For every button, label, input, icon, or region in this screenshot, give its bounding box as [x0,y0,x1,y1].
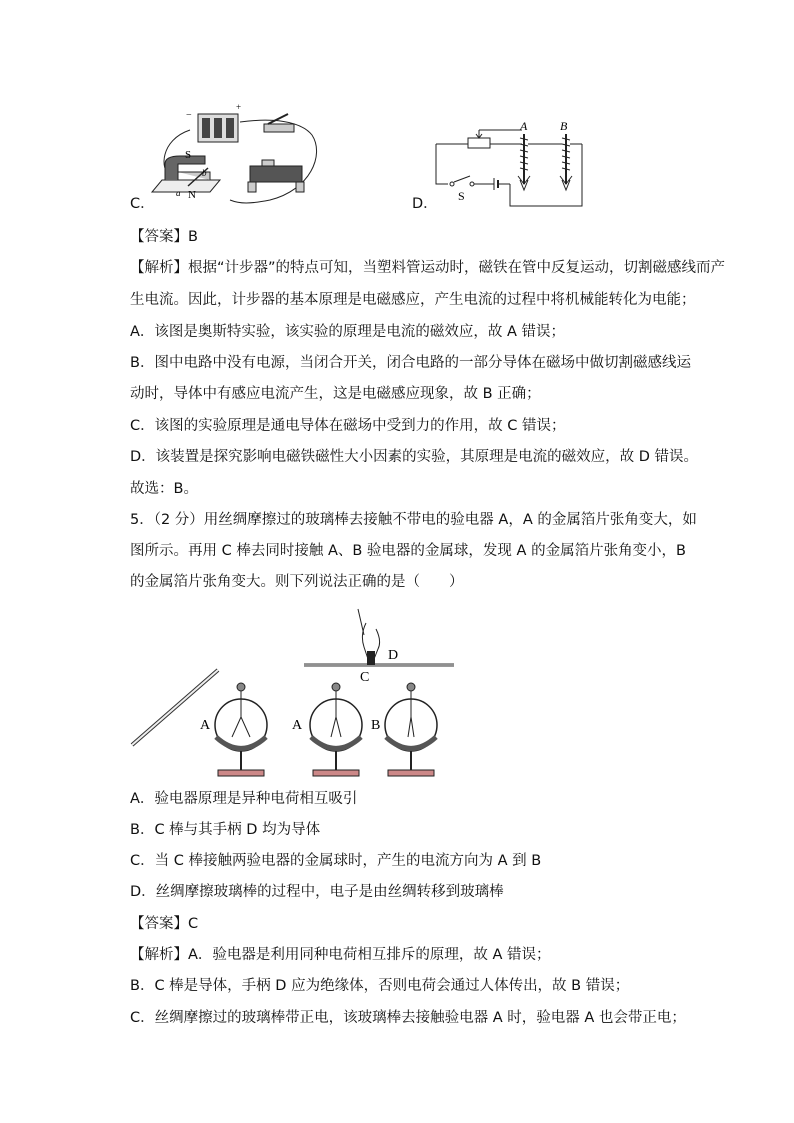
svg-text:B: B [371,718,381,733]
svg-text:B: B [560,120,568,133]
figure-electroscopes [128,605,458,780]
electroscope-a-left [200,683,267,776]
svg-text:N: N [188,189,196,201]
svg-text:+: + [236,102,242,112]
svg-text:D: D [388,648,399,663]
q4-analysis-line: C．该图的实验原理是通电导体在磁场中受到力的作用，故 C 错误； [130,418,566,434]
q5-analysis-line: B．C 棒是导体，手柄 D 应为绝缘体，否则电荷会通过人体传出，故 B 错误； [130,978,630,994]
q5-option-d: D．丝绸摩擦玻璃棒的过程中，电子是由丝绸转移到玻璃棒 [130,884,504,900]
svg-text:C: C [360,670,370,685]
svg-text:A: A [292,718,303,733]
svg-text:S: S [185,149,192,161]
q4-analysis-line: A．该图是奥斯特实验，该实验的原理是电流的磁效应，故 A 错误； [130,324,566,340]
svg-text:S: S [458,189,465,203]
q5-option-b: B．C 棒与其手柄 D 均为导体 [130,822,321,838]
q4-answer: 【答案】B [130,229,198,245]
svg-text:−: − [186,110,192,121]
q4-analysis-line: 【解析】根据“计步器”的特点可知，当塑料管运动时，磁铁在管中反复运动，切割磁感线而产 [130,260,726,276]
q5-stem-line: 5．（2 分）用丝绸摩擦过的玻璃棒去接触不带电的验电器 A，A 的金属箔片张角变大，如 [130,512,697,528]
q5-analysis-line: C．丝绸摩擦过的玻璃棒带正电，该玻璃棒去接触验电器 A 时，验电器 A 也会带正电； [130,1010,686,1026]
q5-stem-line: 图所示。再用 C 棒去同时接触 A、B 验电器的金属球，发现 A 的金属箔片张角变小，B [130,543,687,559]
option-c-label: C． [130,196,155,212]
q5-answer: 【答案】C [130,916,199,932]
q4-analysis-line: B．图中电路中没有电源，当闭合开关，闭合电路的一部分导体在磁场中做切割磁感线运 [130,355,691,371]
q5-stem-line: 的金属箔片张角变大。则下列说法正确的是（ ） [130,574,464,590]
electroscope-a-middle [292,683,362,776]
svg-text:a: a [176,188,181,198]
q4-analysis-line: 故选：B。 [130,481,198,497]
q5-option-c: C．当 C 棒接触两验电器的金属球时，产生的电流方向为 A 到 B [130,853,542,869]
electroscope-b [371,683,437,776]
svg-text:A: A [200,718,211,733]
q4-analysis-line: 生电流。因此，计步器的基本原理是电磁感应，产生电流的过程中将机械能转化为电能； [130,292,696,308]
svg-text:b: b [202,168,207,178]
q5-analysis-line: 【解析】A．验电器是利用同种电荷相互排斥的原理，故 A 错误； [130,947,551,963]
q4-analysis-line: D．该装置是探究影响电磁铁磁性大小因素的实验，其原理是电流的磁效应，故 D 错误。 [130,449,699,465]
figure-c-generator-circuit [150,100,330,210]
q5-option-a: A．验电器原理是异种电荷相互吸引 [130,791,358,807]
option-d-label: D． [412,196,438,212]
q4-analysis-line: 动时，导体中有感应电流产生，这是电磁感应现象，故 B 正确； [130,386,541,402]
svg-text:A: A [520,120,528,133]
figure-d-electromagnet-circuit [432,120,592,212]
